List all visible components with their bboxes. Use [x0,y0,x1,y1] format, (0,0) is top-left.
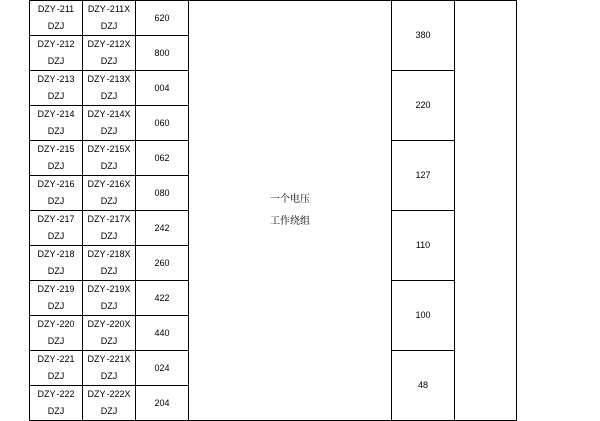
cell-code: 060 [136,106,189,141]
model-prefix-alt: DZJ [100,56,118,67]
model-prefix: DZY [87,319,106,330]
model-prefix-alt: DZJ [47,126,65,137]
table-row [30,1,517,36]
cell-model-1 [30,281,83,316]
model-suffix: -216X [106,179,131,190]
model-prefix: DZY [37,74,56,85]
cell-model-2 [83,351,136,386]
model-prefix: DZY [37,109,56,120]
model-suffix: -220X [106,319,131,330]
model-prefix-alt: DZJ [100,231,118,242]
model-suffix: -221 [56,354,75,365]
model-prefix-alt: DZJ [47,196,65,207]
cell-code: 080 [136,176,189,211]
model-prefix-alt: DZJ [100,371,118,382]
model-prefix-alt: DZJ [100,91,118,102]
cell-model-2 [83,106,136,141]
cell-model-2 [83,36,136,71]
model-suffix: -215X [106,144,131,155]
model-suffix: -211 [56,4,75,15]
cell-code: 440 [136,316,189,351]
model-suffix: -219X [106,284,131,295]
model-prefix: DZY [37,389,56,400]
model-prefix-alt: DZJ [47,91,65,102]
model-prefix: DZY [37,284,56,295]
cell-model-1 [30,36,83,71]
model-suffix: -217 [56,214,75,225]
model-prefix: DZY [37,354,56,365]
cell-code: 800 [136,36,189,71]
cell-model-1 [30,351,83,386]
description-line-2: 工作绕组 [270,215,310,227]
cell-voltage: 220 [392,71,455,141]
model-prefix: DZY [37,4,56,15]
cell-code: 024 [136,351,189,386]
model-suffix: -220 [56,319,75,330]
model-prefix-alt: DZJ [47,231,65,242]
model-prefix: DZY [37,179,56,190]
model-prefix-alt: DZJ [100,406,118,417]
cell-model-2 [83,211,136,246]
cell-model-1 [30,176,83,211]
model-prefix-alt: DZJ [100,266,118,277]
cell-model-1 [30,106,83,141]
model-suffix: -222 [56,389,75,400]
description-line-1: 一个电压 [270,193,310,205]
model-prefix: DZY [37,319,56,330]
model-prefix-alt: DZJ [47,406,65,417]
model-prefix-alt: DZJ [100,21,118,32]
model-prefix-alt: DZJ [47,266,65,277]
cell-model-2 [83,176,136,211]
cell-voltage: 127 [392,141,455,211]
cell-code: 260 [136,246,189,281]
model-suffix: -211X [106,4,131,15]
model-prefix-alt: DZJ [47,21,65,32]
model-prefix: DZY [87,389,106,400]
model-prefix-alt: DZJ [100,161,118,172]
model-suffix: -213X [106,74,131,85]
model-prefix: DZY [87,74,106,85]
model-prefix: DZY [87,284,106,295]
cell-model-1 [30,316,83,351]
model-prefix-alt: DZJ [100,301,118,312]
model-suffix: -218X [106,249,131,260]
cell-model-1 [30,141,83,176]
cell-model-2 [83,246,136,281]
cell-model-2 [83,386,136,421]
model-prefix: DZY [87,249,106,260]
model-suffix: -212 [56,39,75,50]
cell-voltage: 48 [392,351,455,421]
model-prefix-alt: DZJ [47,161,65,172]
model-prefix-alt: DZJ [100,196,118,207]
model-prefix-alt: DZJ [100,336,118,347]
cell-model-2 [83,281,136,316]
model-suffix: -217X [106,214,131,225]
cell-model-1 [30,386,83,421]
model-prefix: DZY [87,144,106,155]
model-prefix: DZY [87,109,106,120]
model-prefix: DZY [87,179,106,190]
model-suffix: -212X [106,39,131,50]
model-prefix-alt: DZJ [47,336,65,347]
model-prefix-alt: DZJ [47,56,65,67]
model-prefix-alt: DZJ [100,126,118,137]
description-text [189,189,391,233]
cell-voltage: 110 [392,211,455,281]
cell-code: 004 [136,71,189,106]
model-prefix: DZY [37,144,56,155]
cell-voltage: 380 [392,1,455,71]
model-suffix: -214 [56,109,75,120]
cell-model-2 [83,1,136,36]
cell-model-1 [30,246,83,281]
cell-model-1 [30,71,83,106]
model-suffix: -221X [106,354,131,365]
model-suffix: -219 [56,284,75,295]
cell-model-2 [83,141,136,176]
model-suffix: -222X [106,389,131,400]
model-suffix: -215 [56,144,75,155]
cell-description [189,1,392,421]
model-prefix: DZY [37,39,56,50]
cell-voltage: 100 [392,281,455,351]
cell-code: 062 [136,141,189,176]
model-suffix: -216 [56,179,75,190]
model-prefix: DZY [87,214,106,225]
model-prefix: DZY [87,39,106,50]
model-prefix: DZY [37,214,56,225]
cell-code: 422 [136,281,189,316]
specification-table [29,0,517,421]
model-prefix: DZY [87,4,106,15]
model-prefix: DZY [37,249,56,260]
cell-code: 242 [136,211,189,246]
model-prefix-alt: DZJ [47,371,65,382]
cell-code: 204 [136,386,189,421]
model-suffix: -218 [56,249,75,260]
cell-model-1 [30,211,83,246]
model-prefix-alt: DZJ [47,301,65,312]
cell-model-2 [83,71,136,106]
cell-model-2 [83,316,136,351]
cell-model-1 [30,1,83,36]
cell-code: 620 [136,1,189,36]
cell-empty-last [455,1,517,421]
model-suffix: -214X [106,109,131,120]
model-prefix: DZY [87,354,106,365]
model-suffix: -213 [56,74,75,85]
